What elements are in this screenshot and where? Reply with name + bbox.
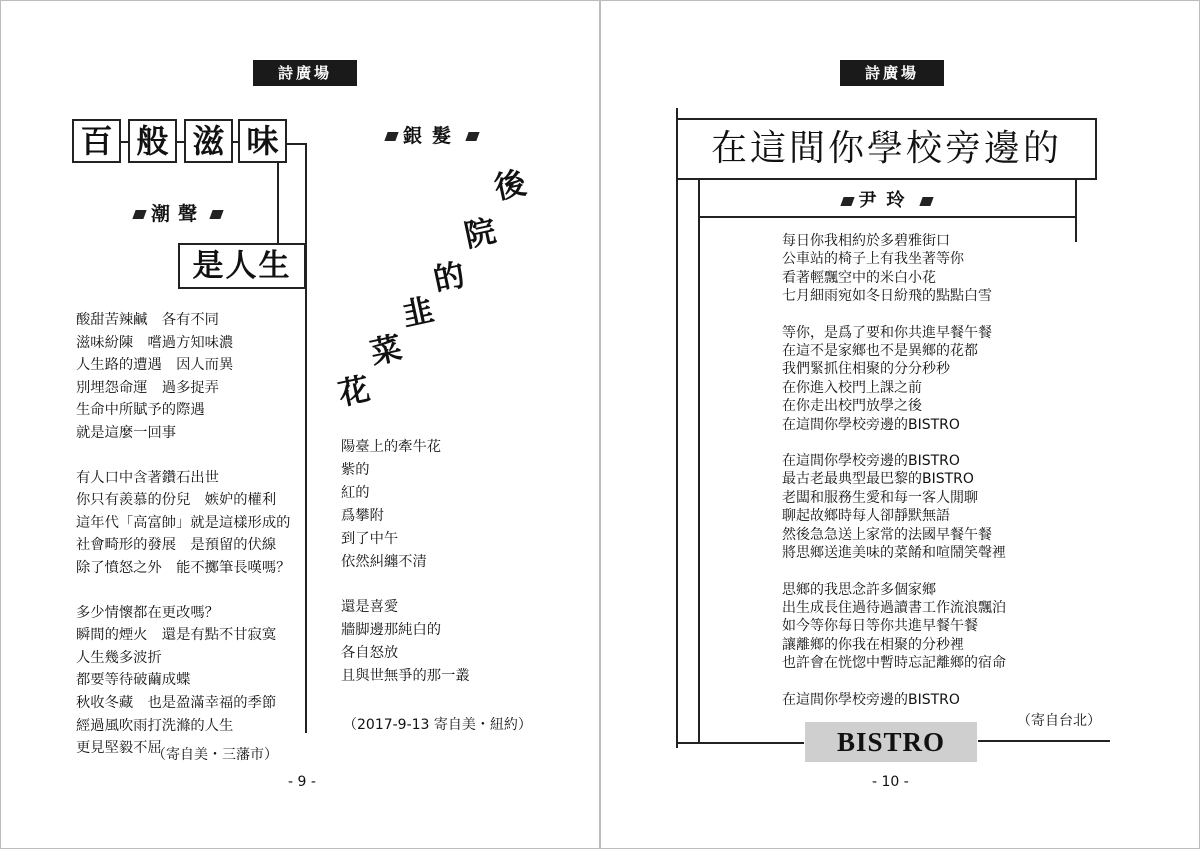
column-divider <box>305 143 307 733</box>
poem2-title-char: 的 <box>430 257 469 299</box>
poem-line: 看著輕飄空中的米白小花 <box>782 269 936 286</box>
poem-line: 滋味紛陳 嚐過方知味濃 <box>76 334 234 351</box>
poem-line: 更見堅毅不屈 <box>76 740 162 757</box>
poem-line: 生命中所賦予的際遇 <box>76 402 205 419</box>
poem-line: 還是喜愛 <box>341 599 399 615</box>
bistro-logo: BISTRO <box>805 722 977 762</box>
square-bullet-icon <box>919 197 933 206</box>
poem2-title-char: 菜 <box>367 330 406 372</box>
poem3-title-box <box>676 118 1097 180</box>
poem1-subtitle: 是人生 <box>192 248 292 284</box>
stanza <box>341 596 470 688</box>
poem1-subtitle-box <box>178 243 306 289</box>
poem-line: 到了中午 <box>341 531 399 547</box>
poem-line: 人生幾多波折 <box>76 649 162 666</box>
poem1-title-char-2: 般 <box>128 119 177 163</box>
poem-line: 思鄉的我思念許多個家鄉 <box>782 581 936 598</box>
section-header-right: 詩廣場 <box>840 60 944 86</box>
stanza <box>782 324 1006 434</box>
frame-line <box>698 180 700 742</box>
poem-line: 在你走出校門放學之後 <box>782 398 922 415</box>
square-bullet-icon <box>840 197 854 206</box>
stanza <box>782 232 1006 306</box>
title-connector <box>177 141 184 143</box>
stanza <box>76 467 290 580</box>
poem-line: 每日你我相約於多碧雅街口 <box>782 233 950 249</box>
poem-line: 就是這麼一回事 <box>76 424 177 441</box>
poem1-author: 潮聲 <box>128 199 228 226</box>
poem-line: 人生路的遭遇 因人而異 <box>76 357 234 374</box>
poem-line: 老闆和服務生愛和每一客人閒聊 <box>782 489 978 506</box>
square-bullet-icon <box>209 210 223 219</box>
poem-line: 聊起故鄉時每人卻靜默無語 <box>782 508 950 525</box>
poem-line: 除了憤怒之外 能不擲筆長嘆嗎？ <box>76 559 291 576</box>
poem1-body <box>76 309 290 760</box>
stanza <box>76 602 290 760</box>
poem3-author: 尹玲 <box>676 186 1097 212</box>
stanza <box>76 309 290 445</box>
poem1-title-char-1: 百 <box>72 119 121 163</box>
poem-line: 你只有羨慕的份兒 嫉妒的權利 <box>76 492 277 509</box>
poem-line: 在這間你學校旁邊的BISTRO <box>782 691 960 708</box>
poem-line: 公車站的椅子上有我坐著等你 <box>782 251 964 268</box>
square-bullet-icon <box>465 132 479 141</box>
poem-line: 別埋怨命運 過多捉弄 <box>76 379 219 396</box>
poem-line: 瞬間的煙火 還是有點不甘寂寞 <box>76 627 277 644</box>
poem2-title-char: 花 <box>335 371 374 413</box>
page-number-left: - 9 - <box>288 774 316 790</box>
poem1-title-char-3: 滋 <box>184 119 233 163</box>
poem-line: 陽臺上的牽牛花 <box>341 439 442 455</box>
poem-line: 讓離鄉的你我在相聚的分秒裡 <box>782 636 964 653</box>
poem-line: 等你，是爲了要和你共進早餐午餐 <box>782 324 992 341</box>
poem-line: 七月細雨宛如冬日紛飛的點點白雪 <box>782 288 992 305</box>
stanza <box>782 691 1006 709</box>
poem-line: 在你進入校門上課之前 <box>782 379 922 396</box>
poem-line: 我們緊抓住相聚的分分秒秒 <box>782 361 950 378</box>
poem-line: 依然糾纏不清 <box>341 554 427 570</box>
poem-line: 在這間你學校旁邊的BISTRO <box>782 453 960 470</box>
page-number-right: - 10 - <box>872 774 909 790</box>
poem1-signoff: （寄自美・三藩市） <box>152 747 278 763</box>
stanza <box>782 452 1006 562</box>
stanza <box>341 436 470 574</box>
frame-line <box>676 742 804 744</box>
poem-line: 紅的 <box>341 485 370 501</box>
poem-line: 這年代「高富帥」就是這樣形成的 <box>76 514 291 531</box>
divider-line <box>277 163 279 243</box>
title-connector <box>121 141 128 143</box>
poem2-author: 銀髮 <box>380 121 484 148</box>
frame-line <box>698 216 1077 218</box>
poem-line: 紫的 <box>341 462 370 478</box>
poem-line: 將思鄉送進美味的菜餚和喧鬧笑聲裡 <box>782 545 1006 562</box>
poem-line: 各自怒放 <box>341 645 399 661</box>
poem-line: 牆脚邊那純白的 <box>341 622 442 638</box>
poem2-title-char: 院 <box>461 213 500 255</box>
square-bullet-icon <box>132 210 146 219</box>
poem-line: 出生成長住過待過讀書工作流浪飄泊 <box>782 599 1006 616</box>
poem3-signoff: （寄自台北） <box>1017 713 1101 729</box>
poem-line: 也許會在恍惚中暫時忘記離鄉的宿命 <box>782 655 1006 672</box>
poem2-body <box>341 436 470 710</box>
poem2-title-char: 後 <box>491 165 530 207</box>
poem-line: 都要等待破繭成蝶 <box>76 672 191 689</box>
stanza <box>782 581 1006 673</box>
poem1-title-char-4: 味 <box>238 119 287 163</box>
poem-line: 多少情懷都在更改嗎？ <box>76 604 219 621</box>
poem-line: 在這不是家鄉也不是異鄉的花都 <box>782 343 978 360</box>
poem-line: 秋收冬藏 也是盈滿幸福的季節 <box>76 694 277 711</box>
poem-line: 最古老最典型最巴黎的BISTRO <box>782 471 974 488</box>
frame-line <box>978 740 1110 742</box>
poem2-title-char: 韭 <box>399 292 438 334</box>
section-header-left: 詩廣場 <box>253 60 357 86</box>
poem-line: 如今等你每日等你共進早餐午餐 <box>782 618 978 635</box>
square-bullet-icon <box>384 132 398 141</box>
poem-line: 酸甜苦辣鹹 各有不同 <box>76 312 219 328</box>
poem-line: 在這間你學校旁邊的BISTRO <box>782 416 960 433</box>
poem-line: 社會畸形的發展 是預留的伏線 <box>76 537 277 554</box>
poem-line: 且與世無爭的那一叢 <box>341 668 470 684</box>
poem3-title: 在這間你學校旁邊的 <box>710 128 1062 169</box>
divider-line <box>287 143 307 145</box>
poem-line: 然後急急送上家常的法國早餐午餐 <box>782 526 992 543</box>
poem2-signoff: （2017-9-13 寄自美・紐約） <box>343 717 532 733</box>
poem3-body <box>782 232 1006 709</box>
poem-line: 爲攀附 <box>341 508 384 524</box>
poem-line: 有人口中含著鑽石出世 <box>76 469 219 486</box>
poem-line: 經過風吹雨打洗滌的人生 <box>76 717 234 734</box>
